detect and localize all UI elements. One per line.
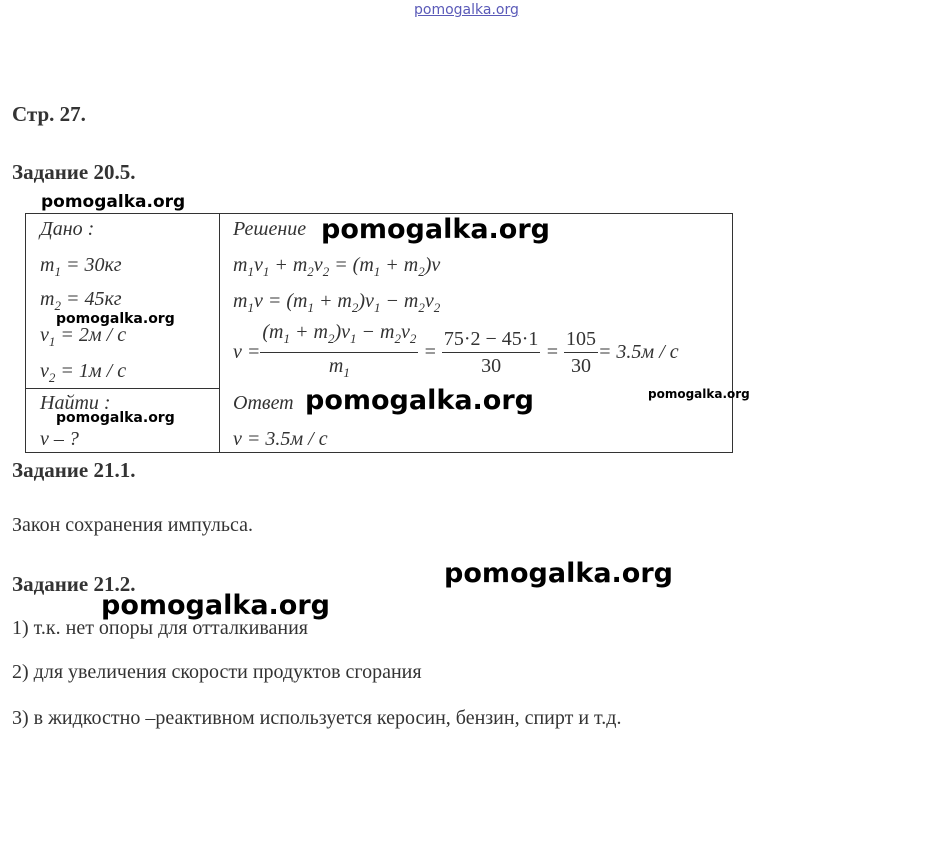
equation-final: v = $\frac{(m_1 + m_2)v_1 - m_2v_2}{m_1}$ = $\frac{75\cdot 2 - 45\cdot 1}{30}$ = $\frac{105}{30}$ = 3.5м / с	[233, 322, 679, 382]
given-m1-value: = 30кг	[65, 254, 122, 276]
task-21-1-heading: Задание 21.1.	[12, 458, 136, 482]
table-vertical-divider	[219, 214, 220, 452]
task-21-1-text: Закон сохранения импульса.	[12, 514, 254, 536]
given-v1: $v_1 = 2м / с$	[40, 324, 127, 349]
watermark-small: pomogalka.org	[41, 192, 186, 212]
solution-table	[25, 213, 750, 453]
given-v1-value: = 2м / с	[60, 324, 127, 346]
watermark-large: pomogalka.org	[444, 558, 673, 589]
given-m2: $m_2 = 45кг$	[40, 288, 122, 313]
task-20-5-heading: Задание 20.5.	[12, 160, 136, 184]
solution-label: Решение	[233, 218, 307, 240]
watermark-small: pomogalka.org	[56, 410, 175, 426]
find-label: Найти :	[40, 392, 111, 414]
watermark-small: pomogalka.org	[56, 311, 175, 327]
given-v2: $v_2 = 1м / с$	[40, 360, 127, 385]
given-m2-value: = 45кг	[65, 288, 122, 310]
answer-label: Ответ	[233, 392, 294, 414]
watermark-large: pomogalka.org	[305, 385, 534, 416]
watermark-large: pomogalka.org	[101, 590, 330, 621]
top-watermark-link[interactable]: pomogalka.org	[414, 2, 519, 18]
task-21-2-heading: Задание 21.2.	[12, 572, 136, 596]
fraction-result: $\frac{105}{30}$	[565, 327, 596, 377]
final-result: = 3.5м / с	[597, 340, 679, 363]
table-horizontal-divider	[26, 388, 219, 389]
given-v2-value: = 1м / с	[60, 360, 127, 382]
equation-2: $m_1v = (m_1 + m_2)v_1 - m_2v_2$	[233, 290, 441, 315]
answer-value: v = 3.5м / с	[233, 428, 328, 450]
fraction-formula: $\frac{(m_1 + m_2)v_1 - m_2v_2}{m_1}$	[262, 320, 417, 380]
task-21-2-item-3: 3) в жидкостно –реактивном используется керосин, бензин, спирт и т.д.	[12, 707, 622, 729]
task-21-2-item-1: 1) т.к. нет опоры для отталкивания	[12, 617, 309, 639]
task-21-2-item-2: 2) для увеличения скорости продуктов сгорания	[12, 661, 422, 683]
watermark-small: pomogalka.org	[648, 387, 750, 401]
find-value: v – ?	[40, 428, 79, 450]
fraction-numeric: $\frac{75\cdot 2 - 45\cdot 1}{30}$	[443, 327, 539, 377]
given-m1: $m_1 = 30кг$	[40, 254, 122, 279]
page-heading: Стр. 27.	[12, 102, 86, 126]
given-label: Дано :	[40, 218, 95, 240]
equation-1: $m_1v_1 + m_2v_2 = (m_1 + m_2)v$	[233, 254, 441, 279]
watermark-large: pomogalka.org	[321, 214, 550, 245]
